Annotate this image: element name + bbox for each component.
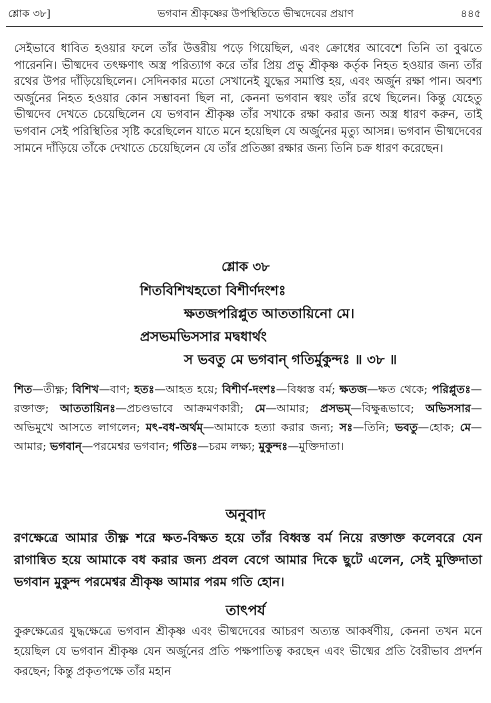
- synonym-term: ক্ষতজ: [339, 382, 367, 396]
- verse-line-3: প্রসভমভিসসার মদ্বধার্থং: [140, 329, 267, 345]
- synonym-meaning: পরমেশ্বর ভগবান: [93, 440, 166, 453]
- synonym-term: ভবতু: [394, 420, 418, 434]
- synonym-meaning: বাণ: [110, 383, 127, 396]
- synonym-term: অভিসসার: [425, 401, 471, 415]
- synonym-term: মে: [460, 420, 471, 434]
- synonym-term: প্রসভম্: [320, 401, 351, 415]
- synonym-meaning: চরম লক্ষ্য: [208, 440, 252, 453]
- synonym-meaning: বিক্ষুব্ধভাবে: [361, 402, 411, 415]
- synonym-meaning: আমার: [14, 440, 43, 453]
- synonym-meaning: তীক্ষ্ণ: [43, 383, 65, 396]
- header-verse-ref: শ্লোক ৩৮]: [8, 7, 51, 20]
- verse-heading: শ্লোক ৩৮: [221, 260, 270, 275]
- synonym-term: বিশীর্ণ-দংশঃ: [222, 382, 276, 396]
- synonym-meaning: আহত হয়ে: [165, 383, 215, 396]
- synonym-term: ভগবান্: [50, 439, 82, 453]
- synonym-meaning: অভিমুখে আসতে লাগলেন: [14, 421, 137, 434]
- translation-heading: অনুবাদ: [225, 507, 266, 523]
- verse-line-4: স ভবতু মে ভগবান্ গতির্মুকুন্দঃ ॥ ৩৮ ॥: [184, 352, 397, 368]
- word-synonyms: শিত—তীক্ষ্ণ; বিশিখ—বাণ; হতঃ—আহত হয়ে; বিশীর্ণ-দংশঃ—বিধ্বস্ত বর্ম; ক্ষতজ—ক্ষত থেকে; পরিপ্লুতঃ—রক্তাক্ত; আততায়িনঃ—প্রচণ্ডভাবে আক্রমণকারী; মে—আমার; প্রসভম্—বিক্ষুব্ধভাবে; অভিসসার—অভিমুখে আসতে লাগলেন; মৎ-বধ-অর্থম্—আমাকে হত্যা করার জন্য; সঃ—তিনি; ভবতু—হোক; মে—আমার; ভগবান্—পরমেশ্বর ভগবান; গতিঃ—চরম লক্ষ্য; মুকুন্দঃ—মুক্তিদাতা।: [14, 382, 483, 453]
- synonym-meaning: প্রচণ্ডভাবে আক্রমণকারী: [126, 402, 240, 415]
- verse-line-1: শিতবিশিখহতো বিশীর্ণদংশঃ: [140, 283, 286, 299]
- synonym-term: মে: [254, 401, 266, 415]
- synonym-term: গতিঃ: [172, 439, 198, 453]
- translation-text: রণক্ষেত্রে আমার তীক্ষ্ণ শরে ক্ষত-বিক্ষত হয়ে তাঁর বিধ্বস্ত বর্ম নিয়ে রক্তাক্ত কলেবরে যেন রাগান্বিত হয়ে আমাকে বধ করার জন্য প্রবল বেগে আমার দিকে ছুটে এলেন, সেই মুক্তিদাতা ভগবান মুকুন্দ পরমেশ্বর শ্রীকৃষ্ণ আমার পরম গতি হোন।: [14, 530, 482, 589]
- page-number: ৪৪৫: [460, 7, 481, 20]
- synonym-meaning: হোক: [429, 421, 451, 434]
- synonym-term: আততায়িনঃ: [60, 401, 116, 415]
- synonym-term: মুকুন্দঃ: [258, 439, 288, 453]
- synonym-meaning: ক্ষত থেকে: [378, 383, 424, 396]
- synonym-term: মৎ-বধ-অর্থম্: [145, 420, 203, 434]
- purport-text: কুরুক্ষেত্রের যুদ্ধক্ষেত্রে ভগবান শ্রীকৃষ্ণ এবং ভীষ্মদেবের আচরণ অত্যন্ত আকর্ষণীয়, কেননা তখন মনে হয়েছিল যে ভগবান শ্রীকৃষ্ণ যেন অর্জুনের প্রতি পক্ষপাতিত্ব করছেন এবং ভীষ্মের প্রতি বৈরীভাব প্রদর্শন করছেন; কিন্তু প্রকৃতপক্ষে তাঁর মহান: [14, 624, 482, 678]
- running-header: [8, 4, 481, 26]
- synonym-term: হতঃ: [134, 382, 155, 396]
- synonym-meaning: বিধ্বস্ত বর্ম: [287, 383, 332, 396]
- header-chapter-title: ভগবান শ্রীকৃষ্ণের উপস্থিতিতে ভীষ্মদেবের প্রয়াণ: [157, 7, 354, 20]
- continued-purport-paragraph: সেইভাবে ধাবিত হওয়ার ফলে তাঁর উত্তরীয় পড়ে গিয়েছিল, এবং ক্রোধের আবেশে তিনি তা বুঝতে পারেননি। ভীষ্মদেব তৎক্ষণাৎ অস্ত্র পরিত্যাগ করে তাঁর প্রিয় প্রভু শ্রীকৃষ্ণ কর্তৃক নিহত হওয়ার জন্য তাঁর রথের উপর দাঁড়িয়েছিলেন। সেদিনকার মতো সেখানেই যুদ্ধের সমাপ্তি হয়, এবং অর্জুন রক্ষা পান। অবশ্য অর্জুনের নিহত হওয়ার কোন সম্ভাবনা ছিল না, কেননা ভগবান স্বয়ং তাঁর রথে ছিলেন। কিন্তু যেহেতু ভীষ্মদেব দেখতে চেয়েছিলেন যে ভগবান শ্রীকৃষ্ণ তাঁর সখাকে রক্ষা করার জন্য অস্ত্র ধারণ করুন, তাই ভগবান সেই পরিস্থিতির সৃষ্টি করেছিলেন যাতে মনে হয়েছিল যে অর্জুনের মৃত্যু আসন্ন। ভগবান ভীষ্মদেবের সামনে দাঁড়িয়ে তাঁকে দেখাতে চেয়েছিলেন যে তাঁর প্রতিজ্ঞা রক্ষার জন্য তিনি চক্র ধারণ করেছেন।: [14, 41, 482, 155]
- synonym-meaning: আমাকে হত্যা করার জন্য: [214, 421, 331, 434]
- synonym-meaning: আমার: [276, 402, 306, 415]
- synonym-term: পরিপ্লুতঃ: [431, 382, 471, 396]
- synonym-meaning: তিনি: [364, 421, 386, 434]
- synonym-meaning: রক্তাক্ত: [14, 402, 46, 415]
- header-divider: [6, 26, 483, 27]
- verse-line-2: ক্ষতজপরিপ্লুত আততায়িনো মে।: [184, 306, 355, 322]
- synonym-term: বিশিখ: [72, 382, 99, 396]
- synonym-meaning: মুক্তিদাতা: [298, 440, 340, 453]
- purport-heading: তাৎপর্য: [225, 603, 266, 619]
- synonym-term: শিত: [14, 382, 33, 396]
- synonym-term: সঃ: [339, 420, 353, 434]
